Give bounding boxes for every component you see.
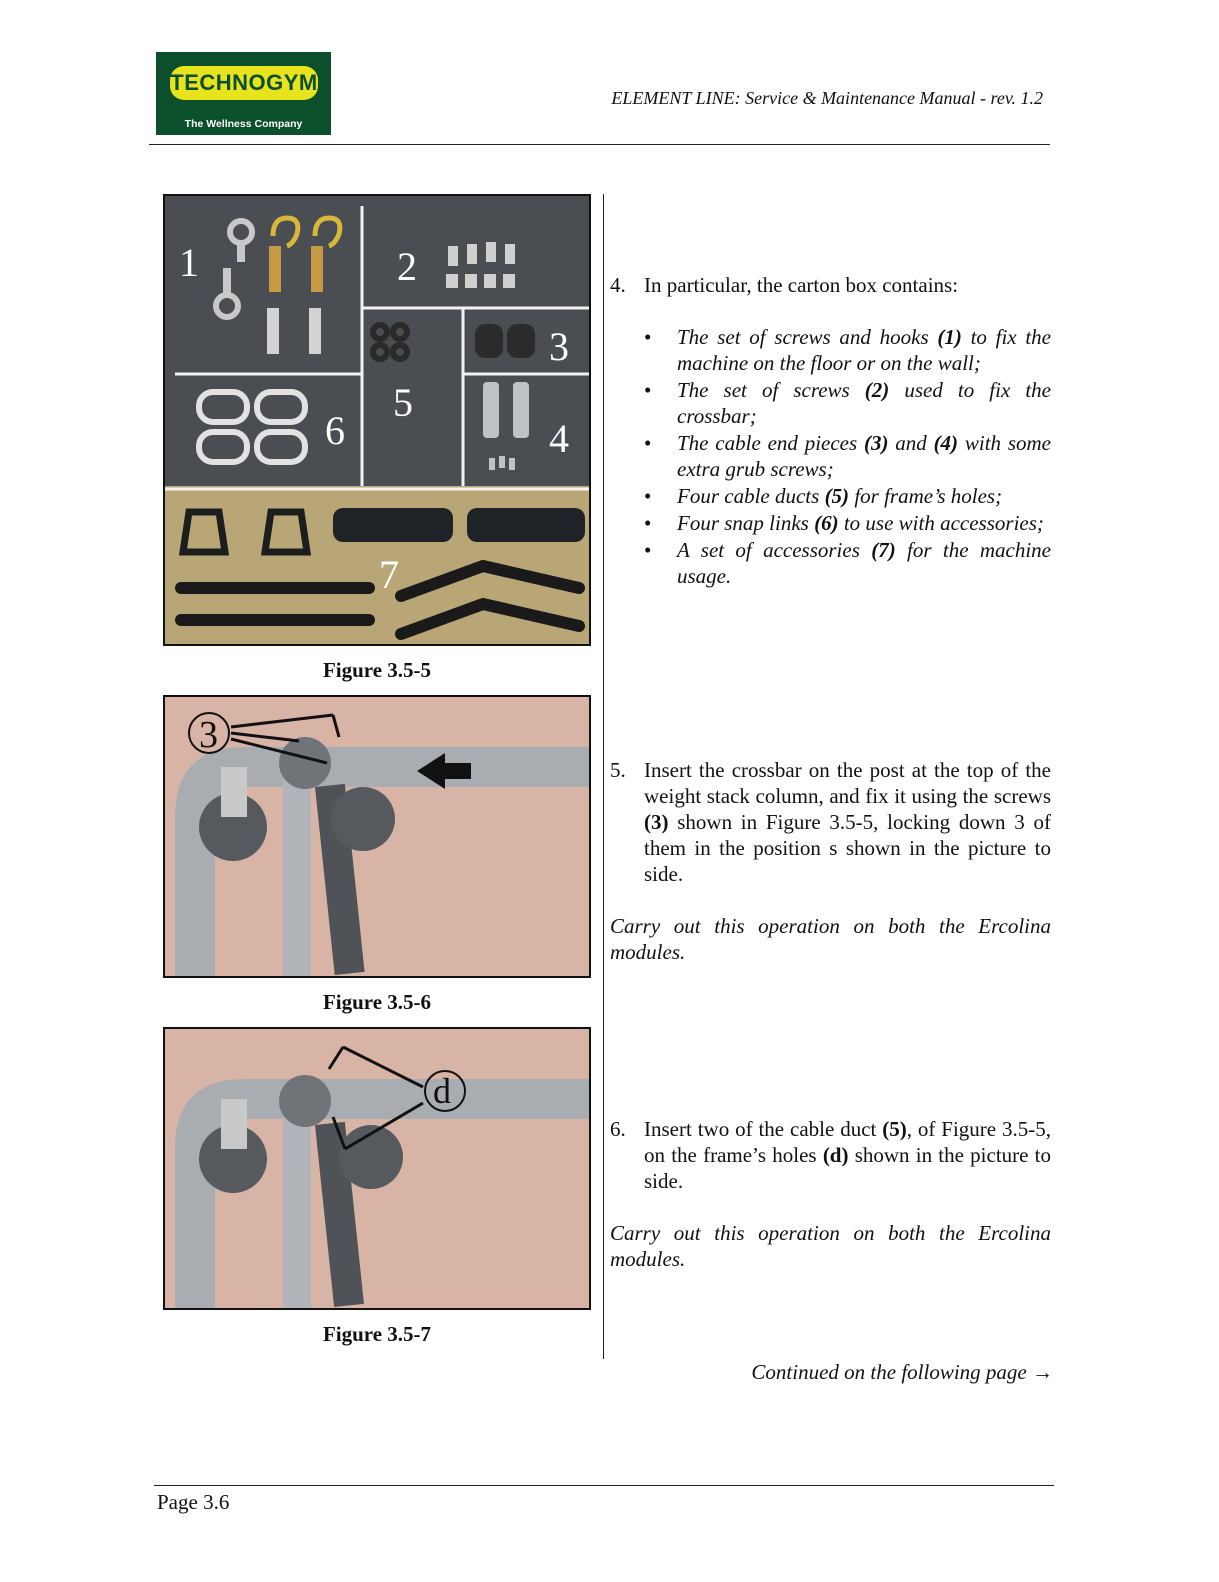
- step-number: 5.: [610, 758, 626, 782]
- list-item: • The set of screws and hooks (1) to fix the machine on the floor or on the wall;: [610, 324, 1051, 376]
- kit-label-2: 2: [397, 244, 417, 289]
- header-divider: [149, 144, 1050, 145]
- logo-wordmark: TECHNOGYM: [170, 70, 318, 95]
- list-item: • A set of accessories (7) for the machine usage.: [610, 537, 1051, 589]
- manual-title: ELEMENT LINE: Service & Maintenance Manual - rev. 1.2: [611, 88, 1043, 108]
- step-5: [610, 757, 1051, 965]
- parts-kit-photo: [165, 196, 589, 644]
- footer-divider: [154, 1485, 1054, 1486]
- list-item: • The cable end pieces (3) and (4) with some extra grub screws;: [610, 430, 1051, 482]
- crossbar-photo: [165, 697, 589, 976]
- screw-callout-3: 3: [199, 714, 218, 756]
- figure-cable-ducts: [163, 1027, 591, 1310]
- step-6-body: 6. Insert two of the cable duct (5), of Figure 3.5-5, on the frame’s holes (d) shown in the picture to side.: [610, 1117, 1052, 1193]
- step-5-note: Carry out this operation on both the Ercolina modules.: [610, 914, 1051, 964]
- logo-tagline: The Wellness Company: [184, 118, 303, 130]
- hole-callout-d: d: [433, 1071, 451, 1111]
- kit-label-1: 1: [179, 240, 199, 285]
- kit-label-7: 7: [379, 552, 399, 597]
- step-4: [610, 272, 1051, 590]
- list-item: • The set of screws (2) used to fix the crossbar;: [610, 377, 1051, 429]
- step-number: 4.: [610, 273, 626, 297]
- figure-crossbar-screws: [163, 695, 591, 978]
- step-5-body: 5. Insert the crossbar on the post at the top of the weight stack column, and fix it using the screws (3) shown in Figure 3.5-5, locking down 3 of them in the position s shown in the picture to side.: [610, 758, 1051, 886]
- list-item: • Four snap links (6) to use with accessories;: [610, 510, 1051, 536]
- step-6-note: Carry out this operation on both the Ercolina modules.: [610, 1221, 1051, 1271]
- kit-label-4: 4: [549, 416, 569, 461]
- kit-label-5: 5: [393, 380, 413, 425]
- step-4-intro: [610, 272, 1051, 298]
- step-text: In particular, the carton box contains:: [644, 273, 959, 297]
- figure-caption-1: Figure 3.5-5: [322, 658, 432, 682]
- carton-contents-list: [610, 324, 1051, 589]
- continued-note: Continued on the following page →: [751, 1360, 1053, 1384]
- cable-duct-photo: [165, 1029, 589, 1308]
- list-item: • Four cable ducts (5) for frame’s holes;: [610, 483, 1051, 509]
- technogym-logo: [156, 52, 331, 135]
- step-6: [610, 1116, 1051, 1272]
- figure-caption-2: Figure 3.5-6: [322, 990, 432, 1014]
- logo-badge: [170, 66, 318, 100]
- step-number: 6.: [610, 1117, 626, 1141]
- kit-label-3: 3: [549, 324, 569, 369]
- figure-parts-kit: [163, 194, 591, 646]
- page-number: Page 3.6: [157, 1490, 230, 1514]
- figure-caption-3: Figure 3.5-7: [322, 1322, 432, 1346]
- kit-label-6: 6: [325, 408, 345, 453]
- column-divider: [603, 194, 604, 1359]
